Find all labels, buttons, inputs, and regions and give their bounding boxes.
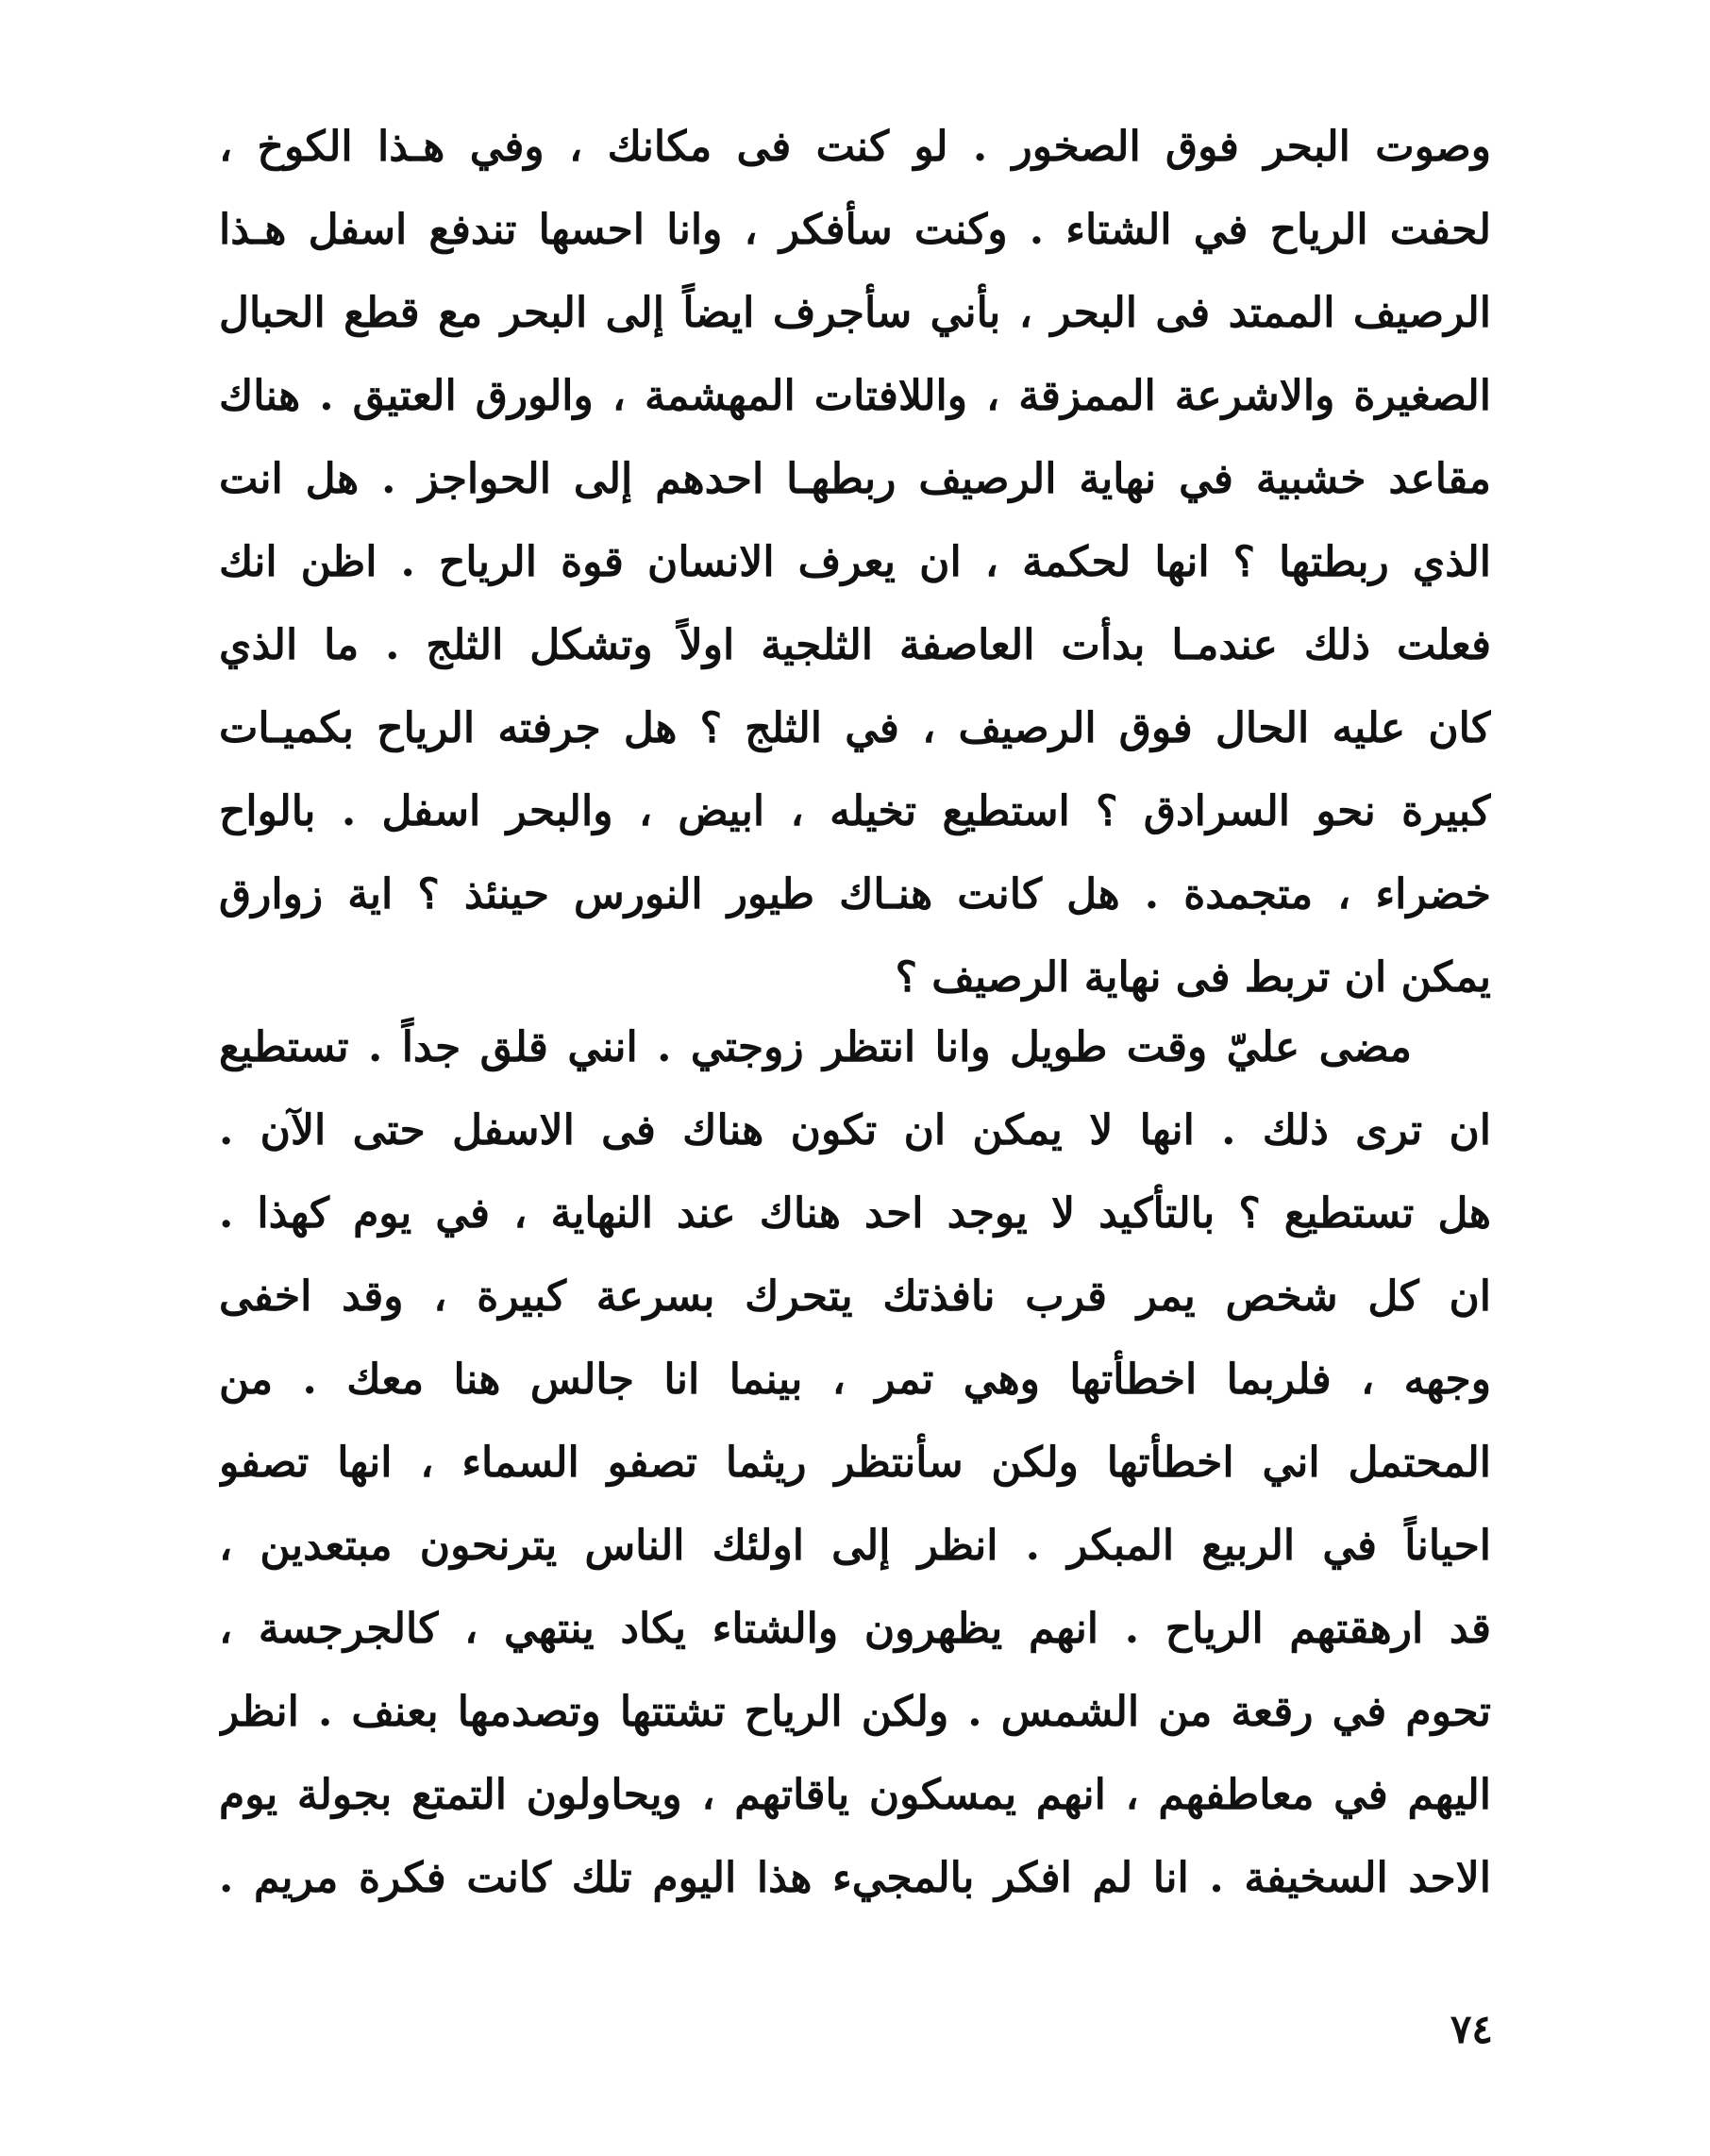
text-line: خضراء ، متجمدة . هل كانت هنـاك طيور النورس حينئذ ؟ اية زوارق — [219, 870, 1491, 918]
text-line: يمكن ان تربط فى نهاية الرصيف ؟ — [895, 953, 1491, 1002]
text-line: مضى عليّ وقت طويل وانا انتظر زوجتي . انني قلق جداً . تستطيع — [219, 1023, 1412, 1071]
text-line: كان عليه الحال فوق الرصيف ، في الثلج ؟ هل جرفته الرياح بكميـات — [219, 704, 1491, 752]
text-line: الاحد السخيفة . انا لم افكر بالمجيء هذا اليوم تلك كانت فكرة مريم . — [219, 1854, 1491, 1902]
text-line: وجهه ، فلربما اخطأتها وهي تمر ، بينما انا جالس هنا معك . من — [219, 1356, 1491, 1404]
text-line: ان كل شخص يمر قرب نافذتك يتحرك بسرعة كبيرة ، وقد اخفى — [219, 1272, 1491, 1321]
text-line: المحتمل اني اخطأتها ولكن سأنتظر ريثما تصفو السماء ، انها تصفو — [219, 1439, 1491, 1487]
text-line: الذي ربطتها ؟ انها لحكمة ، ان يعرف الانسان قوة الرياح . اظن انك — [219, 538, 1491, 586]
text-line: احياناً في الربيع المبكر . انظر إلى اولئك الناس يترنحون مبتعدين ، — [219, 1522, 1491, 1570]
text-line: وصوت البحر فوق الصخور . لو كنت فى مكانك ، وفي هـذا الكوخ ، — [219, 123, 1491, 171]
text-line: ان ترى ذلك . انها لا يمكن ان تكون هناك فى الاسفل حتى الآن . — [219, 1106, 1491, 1154]
page-number: ٧٤ — [1450, 2006, 1493, 2052]
text-line: الصغيرة والاشرعة الممزقة ، واللافتات المهشمة ، والورق العتيق . هناك — [219, 372, 1491, 420]
text-line: كبيرة نحو السرادق ؟ استطيع تخيله ، ابيض ، والبحر اسفل . بالواح — [219, 787, 1491, 835]
text-line: قد ارهقتهم الرياح . انهم يظهرون والشتاء يكاد ينتهي ، كالجرجسة ، — [219, 1605, 1491, 1653]
paragraph-2 — [219, 1006, 1491, 1920]
text-line: فعلت ذلك عندمـا بدأت العاصفة الثلجية اولاً وتشكل الثلج . ما الذي — [219, 621, 1491, 669]
text-line: مقاعد خشبية في نهاية الرصيف ربطهـا احدهم إلى الحواجز . هل انت — [219, 455, 1491, 503]
text-line: اليهم في معاطفهم ، انهم يمسكون ياقاتهم ، ويحاولون التمتع بجولة يوم — [219, 1771, 1491, 1819]
text-line: الرصيف الممتد فى البحر ، بأني سأجرف ايضاً إلى البحر مع قطع الحبال — [219, 289, 1491, 337]
text-line: لحفت الرياح في الشتاء . وكنت سأفكر ، وانا احسها تندفع اسفل هـذا — [219, 206, 1491, 254]
text-line: تحوم في رقعة من الشمس . ولكن الرياح تشتتها وتصدمها بعنف . انظر — [219, 1688, 1491, 1736]
text-line: هل تستطيع ؟ بالتأكيد لا يوجد احد هناك عند النهاية ، في يوم كهذا . — [219, 1189, 1491, 1238]
paragraph-1 — [219, 106, 1491, 1019]
